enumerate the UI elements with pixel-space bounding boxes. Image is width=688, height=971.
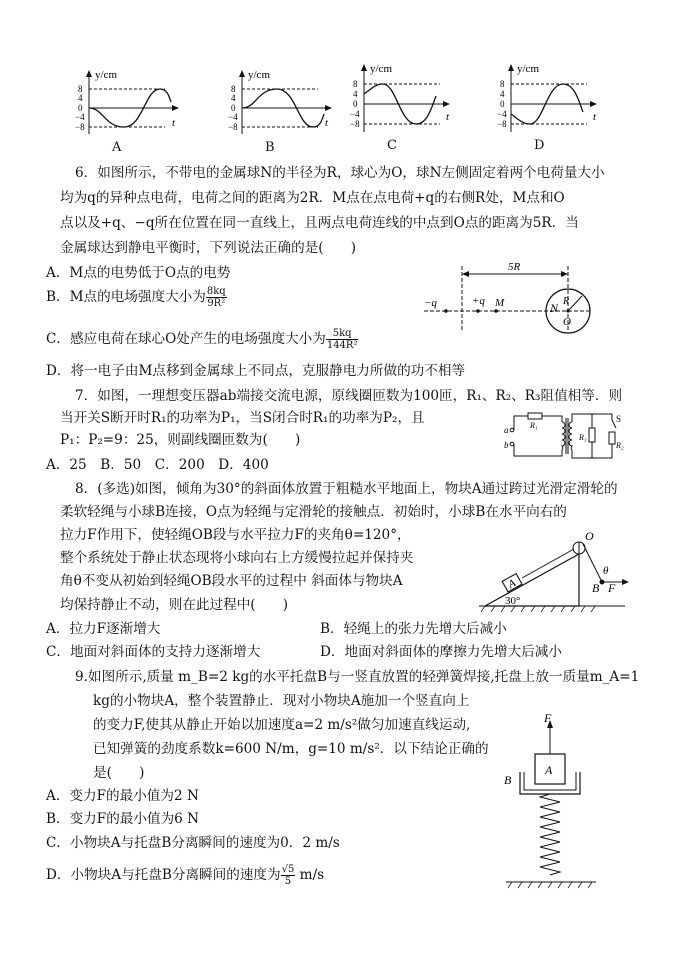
q6-figure-svg	[420, 258, 620, 338]
svg-text:30°: 30°	[505, 595, 521, 607]
graph-b-svg	[228, 68, 338, 138]
q8-line-5: 角θ不变从初始到轻绳OB段水平的过程中 斜面体与物块A	[60, 573, 403, 589]
q9-option-d	[46, 864, 324, 887]
svg-text:y/cm: y/cm	[370, 63, 392, 75]
graph-b	[228, 68, 338, 158]
svg-text:−q: −q	[424, 297, 437, 309]
q6-option-c	[46, 328, 358, 351]
svg-text:0: 0	[78, 103, 83, 113]
svg-text:0: 0	[231, 103, 236, 113]
q8-option-d: D．地面对斜面体的摩擦力先增大后减小	[320, 644, 562, 660]
svg-text:−4: −4	[228, 112, 238, 122]
svg-text:−4: −4	[350, 109, 360, 119]
svg-text:8: 8	[231, 84, 236, 94]
q6-option-b	[46, 286, 227, 309]
svg-text:5R: 5R	[508, 261, 521, 273]
q7-figure-svg	[500, 408, 630, 464]
svg-text:F: F	[608, 581, 616, 595]
graph-a-label: A	[112, 140, 122, 155]
svg-text:N: N	[550, 301, 559, 315]
graph-c	[350, 62, 460, 158]
svg-text:R: R	[563, 296, 570, 307]
q7-line-3: P₁：P₂=9：25，则副线圈匝数为( )	[60, 432, 301, 448]
graph-c-svg	[350, 62, 460, 138]
q9-line-4: 已知弹簧的劲度系数k=600 N/m，g=10 m/s²．以下结论正确的	[93, 741, 489, 757]
graph-c-label: C	[387, 138, 397, 153]
svg-text:R₃: R₃	[579, 433, 587, 442]
svg-text:8: 8	[500, 79, 505, 89]
q6-option-d: D．将一电子由M点移到金属球上不同点，克服静电力所做的功不相等	[46, 363, 466, 379]
svg-text:θ: θ	[603, 565, 609, 577]
svg-text:t: t	[446, 111, 450, 123]
svg-text:A: A	[545, 763, 553, 777]
svg-text:−8: −8	[497, 119, 507, 129]
q9-option-d-fraction: $\frac{√5}{5}$	[281, 864, 295, 887]
graph-b-label: B	[265, 140, 275, 155]
q9-option-d-unit: m/s	[295, 867, 325, 883]
q8-line-1: 8．(多选)如图，倾角为30°的斜面体放置于粗糙水平地面上，物块A通过跨过光滑定滑轮的	[75, 481, 618, 497]
svg-text:8: 8	[353, 79, 358, 89]
q6-figure	[420, 258, 620, 342]
q7-line-2: 当开关S断开时R₁的功率为P₁，当S闭合时R₁的功率为P₂，且	[60, 410, 425, 426]
q8-line-6: 均保持静止不动，则在此过程中( )	[60, 597, 289, 613]
q7-figure	[500, 408, 630, 468]
svg-text:4: 4	[231, 93, 236, 103]
svg-text:−4: −4	[75, 112, 85, 122]
svg-text:S: S	[616, 414, 622, 424]
q9-figure	[498, 712, 608, 896]
svg-text:t: t	[325, 117, 329, 129]
q6-line-2: 均为q的异种点电荷，电荷之间的距离为2R．M点在点电荷+q的右侧R处，M点和O	[60, 190, 565, 206]
svg-text:+q: +q	[472, 295, 485, 307]
svg-text:M: M	[495, 297, 505, 309]
svg-text:B: B	[504, 773, 512, 787]
q6-option-c-fraction: $\frac{5kq}{\text{144R²}}$	[326, 328, 358, 351]
q6-option-b-fraction: $\frac{8kq}{\text{9R²}}$	[206, 286, 226, 309]
q8-line-2: 柔软轻绳与小球B连接，O点为轻绳与定滑轮的接触点．初始时，小球B在水平向右的	[60, 504, 567, 520]
svg-text:b: b	[504, 440, 509, 450]
svg-text:t: t	[172, 117, 176, 129]
svg-text:−8: −8	[75, 122, 85, 132]
svg-text:4: 4	[78, 93, 83, 103]
svg-text:−8: −8	[350, 119, 360, 129]
q6-option-a: A．M点的电势低于O点的电势	[46, 265, 231, 281]
q9-line-5: 是( )	[93, 765, 145, 781]
q8-figure-svg	[475, 530, 635, 615]
q9-option-c: C．小物块A与托盘B分离瞬间的速度为0．2 m/s	[46, 835, 340, 851]
q8-option-a: A．拉力F逐渐增大	[46, 621, 161, 637]
q9-line-3: 的变力F,使其从静止开始以加速度a=2 m/s²做匀加速直线运动,	[93, 717, 471, 733]
q6-line-1: 6．如图所示，不带电的金属球N的半径为R，球心为O，球N左侧固定着两个电荷量大小	[75, 165, 605, 181]
q8-option-b: B．轻绳上的张力先增大后减小	[320, 621, 507, 637]
q9-option-d-text: D．小物块A与托盘B分离瞬间的速度为	[46, 867, 281, 883]
svg-text:a: a	[504, 425, 509, 435]
svg-text:y/cm: y/cm	[248, 69, 270, 81]
svg-text:0: 0	[500, 99, 505, 109]
q9-option-b: B．变力F的最小值为6 N	[46, 811, 200, 827]
svg-text:0: 0	[353, 99, 358, 109]
q9-option-a: A．变力F的最小值为2 N	[46, 788, 199, 804]
svg-text:O: O	[563, 316, 571, 328]
q9-line-2: kg的小物块A，整个装置静止．现对小物块A施加一个竖直向上	[93, 693, 470, 709]
graph-a	[75, 68, 185, 158]
q8-line-3: 拉力F作用下，使轻绳OB段与水平拉力F的夹角θ=120°，	[60, 527, 411, 543]
q6-option-b-text: B．M点的电场强度大小为	[46, 289, 206, 305]
graph-d-svg	[497, 62, 607, 138]
q8-option-c: C．地面对斜面体的支持力逐渐增大	[46, 644, 261, 660]
q7-line-1: 7．如图，一理想变压器ab端接交流电源，原线圈匝数为100匝，R₁、R₂、R₃阻值相等．则	[75, 388, 623, 404]
q9-figure-svg	[498, 712, 608, 892]
svg-text:y/cm: y/cm	[95, 69, 117, 81]
q6-line-4: 金属球达到静电平衡时，下列说法正确的是( )	[60, 240, 357, 256]
svg-text:F: F	[544, 712, 552, 725]
svg-text:O: O	[585, 530, 594, 543]
graph-a-svg	[75, 68, 185, 138]
q6-option-c-text: C．感应电荷在球心O处产生的电场强度大小为	[46, 331, 326, 347]
svg-text:−4: −4	[497, 109, 507, 119]
q7-options: A．25 B．50 C．200 D．400	[46, 457, 269, 473]
svg-text:R₂: R₂	[616, 441, 624, 450]
svg-text:A: A	[506, 577, 518, 591]
q6-line-3: 点以及+q、−q所在位置在同一直线上，且两点电荷连线的中点到O点的距离为5R．当	[60, 215, 579, 231]
svg-text:4: 4	[500, 89, 505, 99]
svg-text:8: 8	[78, 84, 83, 94]
graph-d	[497, 62, 607, 158]
q8-figure	[475, 530, 635, 619]
svg-text:B: B	[592, 581, 600, 595]
svg-text:t: t	[593, 111, 597, 123]
svg-text:R₁: R₁	[530, 421, 538, 430]
q9-line-1: 9.如图所示,质量 m_B=2 kg的水平托盘B与一竖直放置的轻弹簧焊接,托盘上放一质量m_A=1	[75, 669, 640, 685]
graph-d-label: D	[534, 138, 545, 153]
svg-text:y/cm: y/cm	[517, 63, 539, 75]
svg-text:4: 4	[353, 89, 358, 99]
q8-line-4: 整个系统处于静止状态现将小球向右上方缓慢拉起并保持夹	[60, 550, 414, 566]
svg-text:−8: −8	[228, 122, 238, 132]
